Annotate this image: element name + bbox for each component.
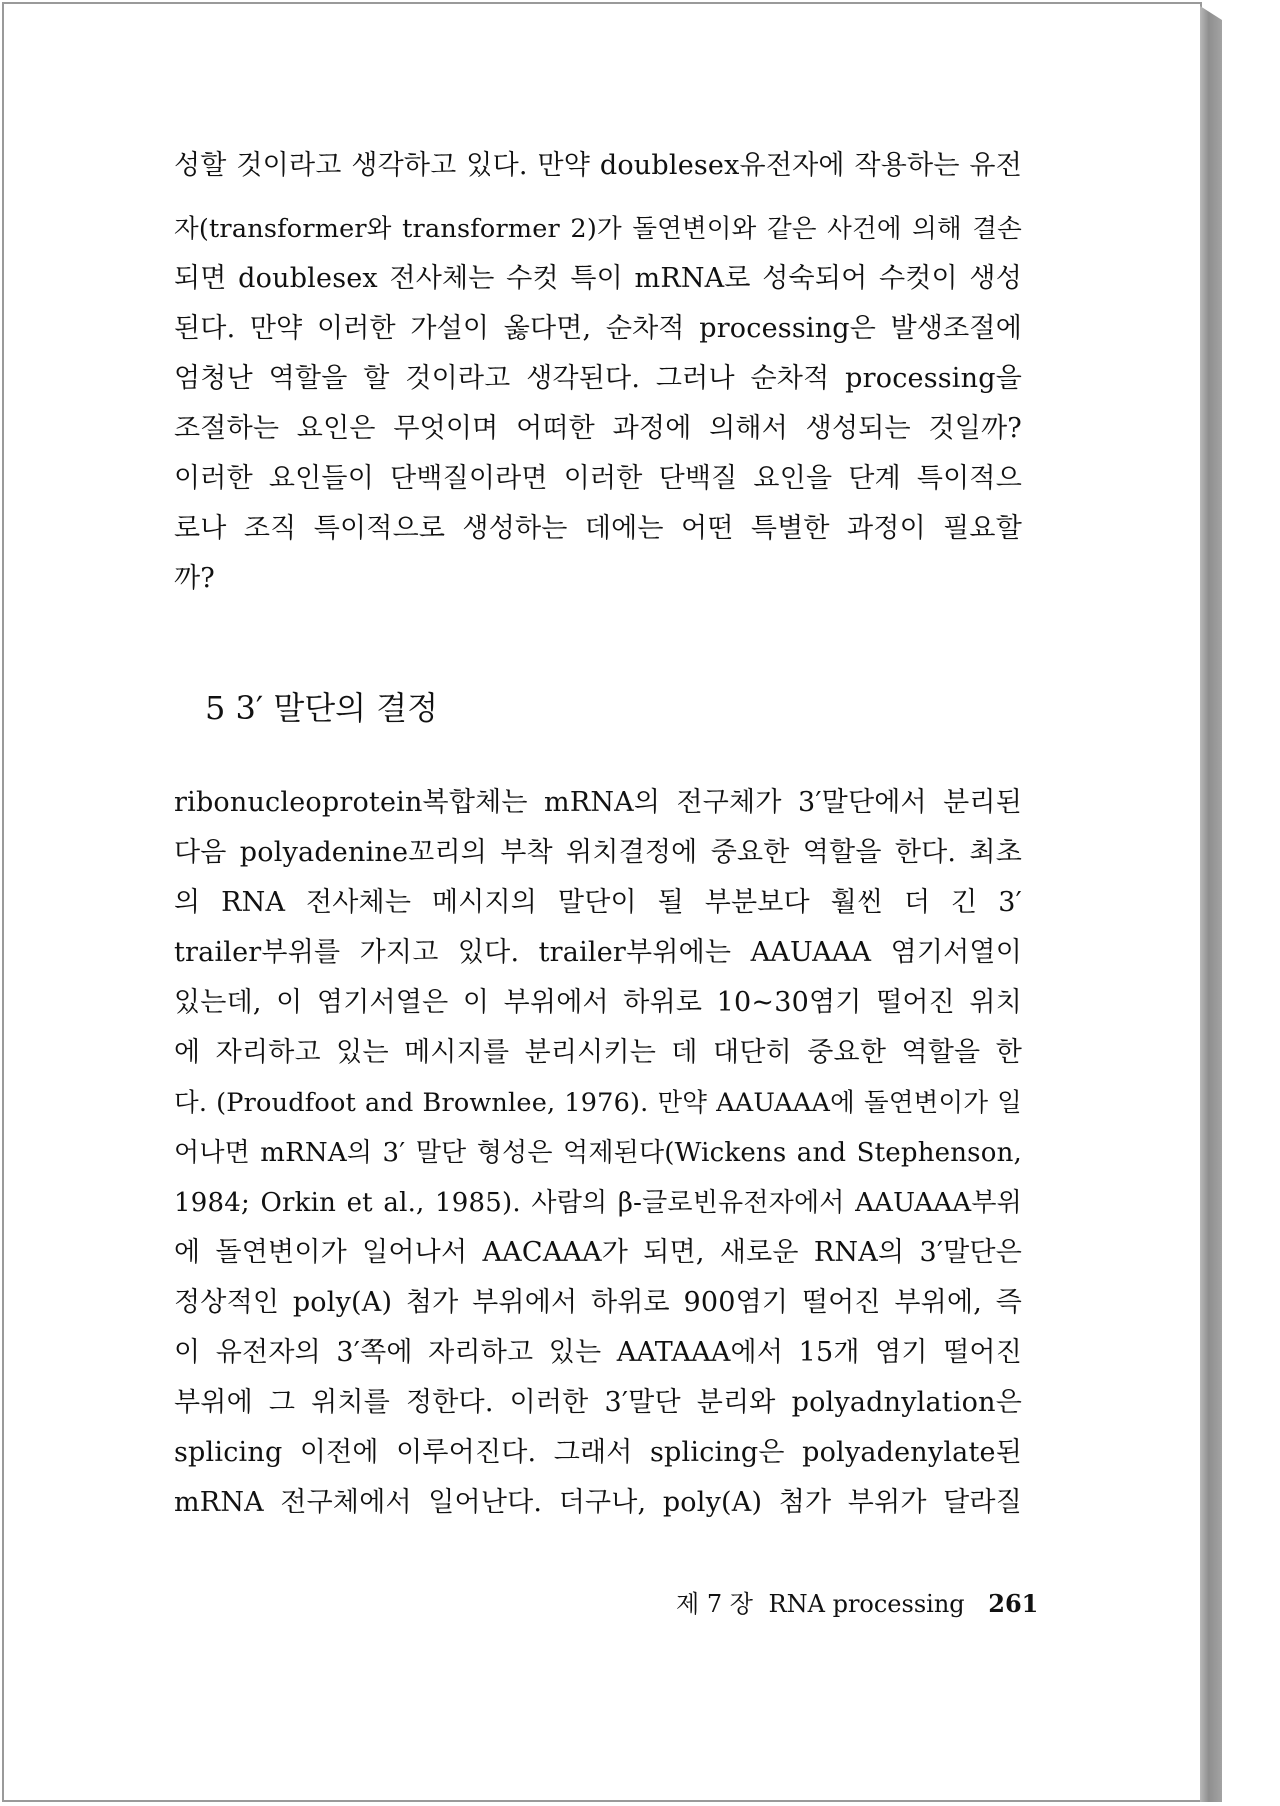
page-edge-shadow bbox=[1200, 6, 1222, 1802]
paragraph-2-line-9: 1984; Orkin et al., 1985). 사람의 β-글로빈유전자에서 AAUAAA부위 bbox=[174, 1188, 1022, 1218]
footer-title: RNA processing bbox=[768, 1590, 965, 1618]
paragraph-2-line-6: 에 자리하고 있는 메시지를 분리시키는 데 대단히 중요한 역할을 한 bbox=[174, 1037, 1022, 1068]
paragraph-2-line-15: mRNA 전구체에서 일어난다. 더구나, poly(A) 첨가 부위가 달라질 bbox=[174, 1487, 1022, 1518]
paragraph-2-line-12: 이 유전자의 3′쪽에 자리하고 있는 AATAAA에서 15개 염기 떨어진 bbox=[174, 1337, 1022, 1368]
paragraph-1-line-4: 된다. 만약 이러한 가설이 옳다면, 순차적 processing은 발생조절에 bbox=[174, 313, 1022, 344]
paragraph-1-line-7: 이러한 요인들이 단백질이라면 이러한 단백질 요인을 단계 특이적으 bbox=[174, 463, 1022, 494]
paragraph-2-line-7: 다. (Proudfoot and Brownlee, 1976). 만약 AAUAAA에 돌연변이가 일 bbox=[174, 1088, 1022, 1118]
section-heading: 5 3′ 말단의 결정 bbox=[205, 689, 439, 727]
paragraph-1-line-3: 되면 doublesex 전사체는 수컷 특이 mRNA로 성숙되어 수컷이 생성 bbox=[174, 263, 1022, 294]
paragraph-1-line-6: 조절하는 요인은 무엇이며 어떠한 과정에 의해서 생성되는 것일까? bbox=[174, 413, 1022, 444]
paragraph-1-line-8: 로나 조직 특이적으로 생성하는 데에는 어떤 특별한 과정이 필요할 bbox=[174, 513, 1022, 544]
paragraph-1-line-5: 엄청난 역할을 할 것이라고 생각된다. 그러나 순차적 processing을 bbox=[174, 363, 1022, 394]
page-footer bbox=[668, 1586, 1039, 1622]
paragraph-2-line-3: 의 RNA 전사체는 메시지의 말단이 될 부분보다 훨씬 더 긴 3′ bbox=[174, 887, 1022, 918]
paragraph-1-line-2: 자(transformer와 transformer 2)가 돌연변이와 같은 사건에 의해 결손 bbox=[174, 214, 1022, 244]
paragraph-1-line-1: 성할 것이라고 생각하고 있다. 만약 doublesex유전자에 작용하는 유전 bbox=[174, 150, 1022, 181]
footer-chapter: 제 7 장 bbox=[676, 1590, 753, 1618]
paragraph-2-line-11: 정상적인 poly(A) 첨가 부위에서 하위로 900염기 떨어진 부위에, 즉 bbox=[174, 1287, 1022, 1318]
paragraph-2-line-4: trailer부위를 가지고 있다. trailer부위에는 AAUAAA 염기서열이 bbox=[174, 937, 1022, 968]
page-number: 261 bbox=[988, 1589, 1039, 1618]
paragraph-2-line-2: 다음 polyadenine꼬리의 부착 위치결정에 중요한 역할을 한다. 최초 bbox=[174, 837, 1022, 868]
paragraph-2-line-8: 어나면 mRNA의 3′ 말단 형성은 억제된다(Wickens and Stephenson, bbox=[174, 1138, 1022, 1168]
paragraph-2-line-14: splicing 이전에 이루어진다. 그래서 splicing은 polyadenylate된 bbox=[174, 1437, 1022, 1468]
paragraph-1-line-9: 까? bbox=[174, 563, 215, 594]
paragraph-2-line-10: 에 돌연변이가 일어나서 AACAAA가 되면, 새로운 RNA의 3′말단은 bbox=[174, 1237, 1022, 1268]
paragraph-2-line-5: 있는데, 이 염기서열은 이 부위에서 하위로 10~30염기 떨어진 위치 bbox=[174, 987, 1022, 1018]
paragraph-2-line-1: ribonucleoprotein복합체는 mRNA의 전구체가 3′말단에서 분리된 bbox=[174, 787, 1022, 818]
paragraph-2-line-13: 부위에 그 위치를 정한다. 이러한 3′말단 분리와 polyadnylation은 bbox=[174, 1387, 1022, 1418]
